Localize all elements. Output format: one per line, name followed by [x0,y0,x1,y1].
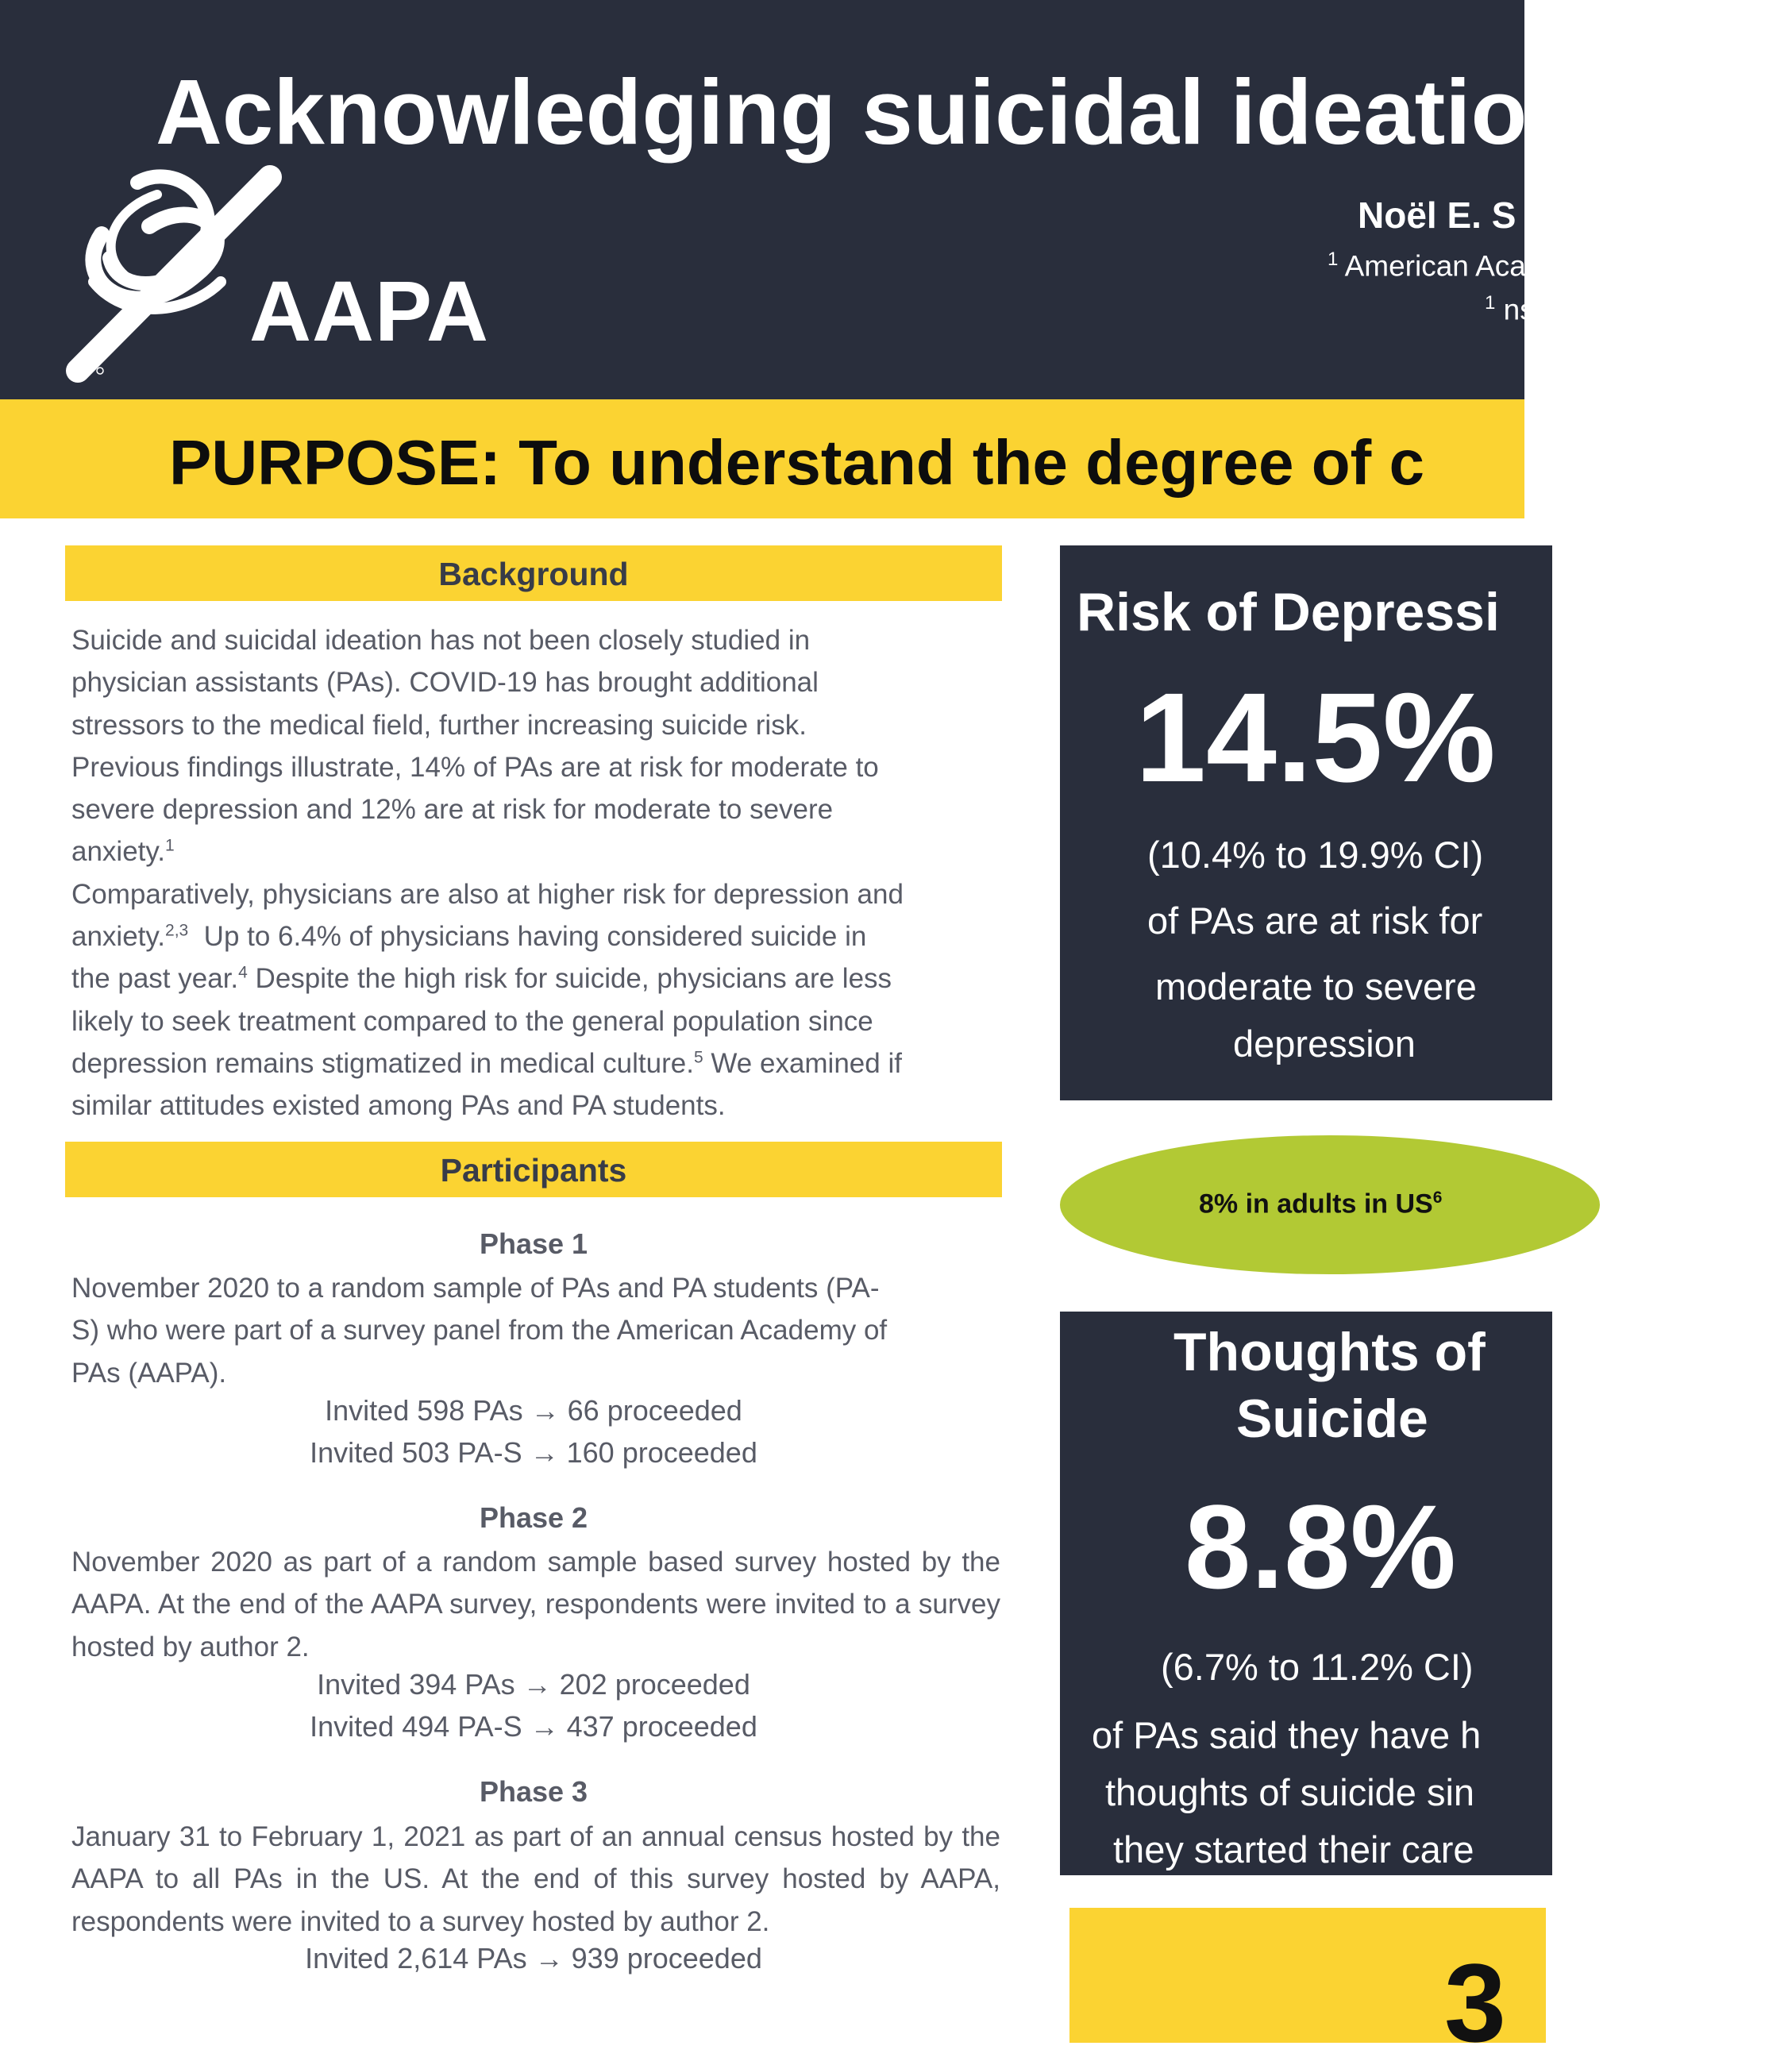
suicide-thoughts-title-1: Thoughts of [1173,1322,1486,1382]
authors: Noël E. S [1358,195,1516,236]
suicide-thoughts-ci: (6.7% to 11.2% CI) [1161,1646,1474,1688]
comparison-text: 8% in adults in $US^6$ [1199,1189,1443,1219]
aapa-logo-icon [62,163,280,377]
poster-header [0,0,1535,399]
suicide-thoughts-desc-1: of PAs said they have h [1092,1714,1482,1756]
suicide-thoughts-desc-3: they started their care [1113,1828,1474,1870]
phase-3-invite-pas: Invited 2,614 PAs → 939 proceeded [305,1942,762,1974]
suicide-thoughts-title-2: Suicide [1236,1389,1428,1449]
suicide-thoughts-value: 8.8% [1185,1480,1456,1613]
phase-1-invite-pas: Invited 598 PAs → 66 proceeded [325,1394,742,1427]
phase-1-invite-pas-students: Invited 503 PA-S → 160 proceeded [310,1436,757,1469]
bottom-stat-panel [1069,1908,1546,2065]
phase-2-invite-pas: Invited 394 PAs → 202 proceeded [317,1668,750,1701]
suicide-thoughts-desc-2: thoughts of suicide sin [1105,1771,1475,1813]
phase-3-title: Phase 3 [479,1775,588,1808]
purpose-banner [0,399,1524,518]
poster-title: Acknowledging suicidal ideatio [156,60,1528,164]
phase-1-text: November 2020 to a random sample of PAs and PA students (PA- S) who were part of a survey panel from the American Academy of PAs (AAPA). [71,1273,888,1389]
depression-stat-value: 14.5% [1135,666,1496,808]
author-email: $^1$ ns [1485,292,1535,326]
phase-2-invite-pas-students: Invited 494 PA-S → 437 proceeded [310,1710,757,1743]
depression-stat-desc-3: depression [1233,1023,1416,1065]
background-text: Suicide and suicidal ideation has not been closely studied in physician assistants (PAs). COVID-19 has brought additional stressors to the medical field, further increasing suicide risk. Previous findings illustrate, 14% of PAs are at risk for moderate to severe depression and 12% are at risk for moderate to severe anxiety.$^1$ Comparatively, physicians are also at higher risk for depression and anxiety.$^{2,3}$ Up to 6.4% of physicians having considered suicide in the past year.$^4$ Despite the high risk for suicide, physicians are less likely to seek treatment compared to the general population since depression remains stigmatized in medical culture.$^5$ We examined if similar attitudes existed among PAs and PA students. [71,625,904,1122]
phase-1-title: Phase 1 [479,1227,588,1260]
affiliation: $^1$ American Aca [1328,248,1526,283]
depression-stat-desc-2: moderate to severe [1155,965,1477,1007]
phase-2-title: Phase 2 [479,1501,588,1534]
purpose-statement: PURPOSE: To understand the degree of c [169,427,1424,498]
suicide-thoughts-panel [1060,1312,1552,1875]
depression-stat-title: Risk of Depressi [1077,582,1500,642]
aapa-logo-text: AAPA [249,263,490,359]
background-heading: Background [65,545,1002,601]
phase-2-text: November 2020 as part of a random sample based survey hosted by the AAPA. At the end of the AAPA survey, respondents were invited to a survey hosted by author 2. [71,1547,1000,1662]
depression-stat-ci: (10.4% to 19.9% CI) [1147,834,1484,876]
depression-stat-panel [1060,545,1552,1100]
phase-3-text: January 31 to February 1, 2021 as part of an annual census hosted by the AAPA to all PAs in the US. At the end of this survey hosted by AAPA, respondents were invited to a survey hosted by author 2. [71,1821,1000,1937]
depression-stat-desc-1: of PAs are at risk for [1147,900,1483,942]
participants-heading: Participants [65,1142,1002,1197]
bottom-stat-value: 3 [1444,1940,1506,2065]
